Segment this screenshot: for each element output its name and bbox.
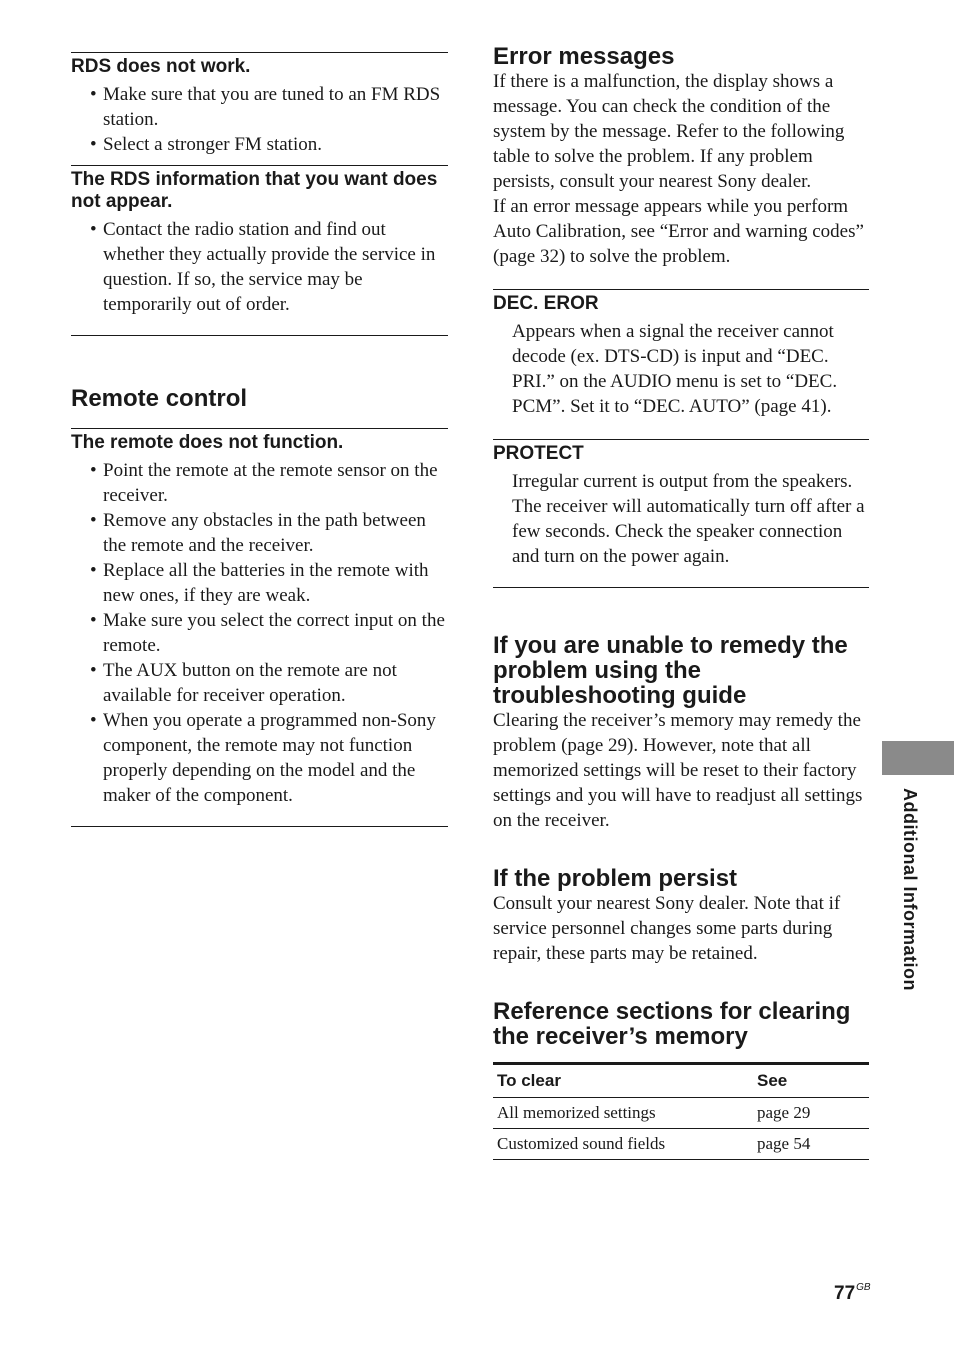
- table-row: [493, 1098, 869, 1129]
- table-cell: Customized sound fields: [493, 1129, 753, 1160]
- reference-section: [493, 999, 869, 1160]
- column-header-see: See: [753, 1064, 869, 1098]
- table-cell: page 29: [753, 1098, 869, 1129]
- error-messages-note: If an error message appears while you perform Auto Calibration, see “Error and warning codes” (page 32) to solve the problem.: [493, 196, 864, 267]
- error-messages-intro: If there is a malfunction, the display shows a message. You can check the condition of the system by the message. Refer to the following table to solve the problem. If any problem persists, consult your nearest Sony dealer.: [493, 71, 845, 192]
- list-item: • Make sure you select the correct input on the remote.: [71, 608, 448, 658]
- section-divider: [71, 826, 448, 827]
- list-item: • The AUX button on the remote are not available for receiver operation.: [71, 658, 448, 708]
- dec-eror-heading: DEC. EROR: [493, 289, 869, 315]
- list-item: • Remove any obstacles in the path between the remote and the receiver.: [71, 508, 448, 558]
- section-divider: [493, 587, 869, 588]
- right-column: [493, 44, 869, 1160]
- left-column: [71, 52, 448, 827]
- rds-not-work-section: [71, 52, 448, 157]
- section-divider: [71, 335, 448, 336]
- unable-remedy-section: [493, 633, 869, 833]
- protect-entry: [493, 439, 869, 569]
- section-tab-marker: [882, 741, 954, 775]
- rds-not-work-heading: RDS does not work.: [71, 52, 448, 78]
- error-messages-section: [493, 44, 869, 269]
- page-number-value: 77: [834, 1283, 856, 1304]
- section-tab-label: Additional Information: [900, 788, 920, 991]
- remote-control-title: Remote control: [71, 385, 248, 412]
- list-item: • Point the remote at the remote sensor on the receiver.: [71, 458, 448, 508]
- column-header-to-clear: To clear: [493, 1064, 753, 1098]
- problem-persist-text: Consult your nearest Sony dealer. Note that if service personnel changes some parts during repair, these parts may be retained.: [493, 893, 841, 964]
- remote-control-section: [71, 386, 448, 827]
- table-cell: page 54: [753, 1129, 869, 1160]
- problem-persist-section: [493, 866, 869, 966]
- remote-not-function-heading: The remote does not function.: [71, 428, 448, 454]
- list-item: • Select a stronger FM station.: [71, 132, 448, 157]
- list-item: • Replace all the batteries in the remote with new ones, if they are weak.: [71, 558, 448, 608]
- error-messages-title: Error messages: [493, 43, 675, 70]
- dec-eror-text: Appears when a signal the receiver cannot decode (ex. DTS-CD) is input and “DEC. PRI.” on the AUDIO menu is set to “DEC. PCM”. Set it to “DEC. AUTO” (page 41).: [512, 321, 838, 417]
- page-number-suffix: GB: [856, 1282, 871, 1293]
- unable-remedy-title: If you are unable to remedy the problem using the troubleshooting guide: [493, 632, 848, 709]
- page-number: [834, 1282, 871, 1305]
- rds-info-heading: The RDS information that you want does not appear.: [71, 165, 448, 213]
- list-item: • Make sure that you are tuned to an FM RDS station.: [71, 82, 448, 132]
- list-item: • When you operate a programmed non-Sony component, the remote may not function properly depending on the model and the maker of the component.: [71, 708, 448, 808]
- list-item: • Contact the radio station and find out whether they actually provide the service in question. If so, the service may be temporarily out of order.: [71, 217, 448, 317]
- rds-info-section: [71, 165, 448, 317]
- dec-eror-entry: [493, 289, 869, 419]
- protect-text: Irregular current is output from the speakers. The receiver will automatically turn off after a few seconds. Check the speaker connection and turn on the power again.: [512, 471, 865, 567]
- reference-table: [493, 1062, 869, 1160]
- reference-title: Reference sections for clearing the receiver’s memory: [493, 998, 851, 1050]
- table-row: [493, 1129, 869, 1160]
- unable-remedy-text: Clearing the receiver’s memory may remedy the problem (page 29). However, note that all memorized settings will be reset to their factory settings and you will have to readjust all settings on the receiver.: [493, 710, 863, 831]
- problem-persist-title: If the problem persist: [493, 865, 738, 892]
- table-cell: All memorized settings: [493, 1098, 753, 1129]
- protect-heading: PROTECT: [493, 439, 869, 465]
- table-header-row: [493, 1064, 869, 1098]
